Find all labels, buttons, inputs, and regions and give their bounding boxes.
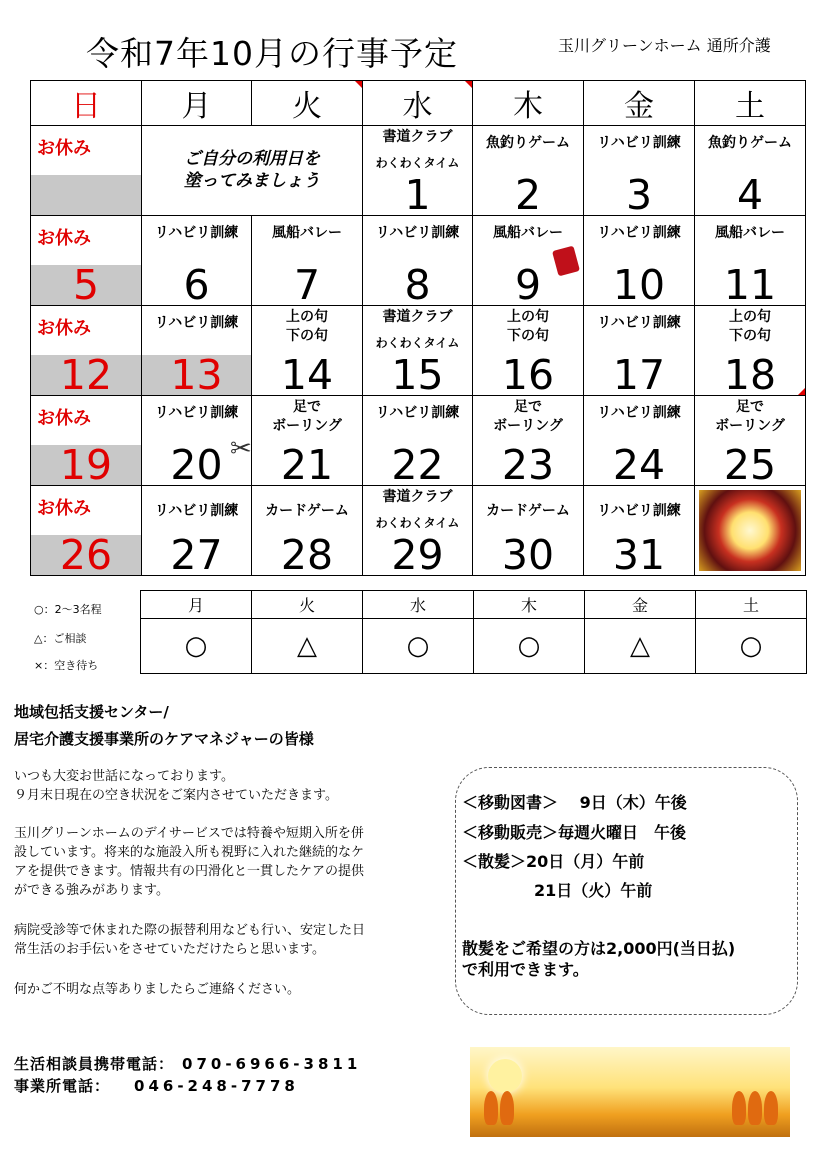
weekday-sat: 土 [695,81,806,126]
avail-day: 木 [474,591,585,619]
info-line: 21日（火）午前 [534,881,653,900]
calendar-week [31,306,806,396]
day-cell: 足で ボーリング 25 [695,396,806,486]
day-cell: リハビリ訓練 ✂ 20 [142,396,252,486]
fireworks-image [695,486,806,576]
avail-mark: △ [252,619,363,674]
weekday-mon: 月 [142,81,252,126]
weekday-sun: 日 [31,81,142,126]
office-phone: 事業所電話： 046-248-7778 [14,1077,299,1095]
day-cell-sunday: お休み 19 [31,396,142,486]
note-line: ご自分の利用日を [184,149,320,169]
avail-day: 金 [585,591,696,619]
organization-name: 玉川グリーンホーム 通所介護 [558,36,771,55]
day-cell: リハビリ訓練 6 [142,216,252,306]
info-box [455,767,798,1015]
day-cell: 足で ボーリング 21 [252,396,363,486]
calendar-week [31,216,806,306]
day-cell: 足で ボーリング 23 [473,396,584,486]
info-line: ＜移動販売＞毎週火曜日 午後 [462,823,687,842]
day-cell: リハビリ訓練 8 [363,216,473,306]
day-cell-sunday: お休み 5 [31,216,142,306]
legend-cross: ×：空き待ち [34,659,99,672]
day-cell: カードゲーム 28 [252,486,363,576]
avail-day: 火 [252,591,363,619]
scissors-icon: ✂ [230,434,252,464]
day-cell: リハビリ訓練 10 [584,216,695,306]
info-line: ＜移動図書＞ 9日（木）午後 [462,793,687,812]
calendar-week [31,486,806,576]
weekday-header [31,81,806,126]
avail-mark: ○ [474,619,585,674]
availability-table [140,590,807,674]
off-label: お休み [37,138,91,159]
page-title: 令和7年10月の行事予定 [86,34,458,73]
day-cell: 書道クラブ わくわくタイム 15 [363,306,473,396]
day-cell: カードゲーム 30 [473,486,584,576]
day-cell: 魚釣りゲーム 4 [695,126,806,216]
day-cell: 上の句 下の句 16 [473,306,584,396]
avail-day: 月 [141,591,252,619]
info-line: 散髪をご希望の方は2,000円(当日払) [462,939,736,958]
avail-mark: △ [585,619,696,674]
day-cell: 書道クラブ わくわくタイム 1 [363,126,473,216]
paragraph-service: 玉川グリーンホームのデイサービスでは特養や短期入所を併 設しています。将来的な施設入所も視野に入れた継続的なケ アを提供できます。情報共有の円滑化と一貫したケアの提供 ができる強みがあります。 [14,826,364,898]
day-cell-holiday: リハビリ訓練 13 [142,306,252,396]
day-cell: リハビリ訓練 31 [584,486,695,576]
day-cell: 風船バレー 7 [252,216,363,306]
day-cell: 風船バレー 9 [473,216,584,306]
calendar [30,80,806,579]
avail-day: 水 [363,591,474,619]
avail-mark: ○ [363,619,474,674]
day-cell: リハビリ訓練 3 [584,126,695,216]
avail-mark: ○ [141,619,252,674]
weekday-tue: 火 [252,81,363,126]
day-cell: 風船バレー 11 [695,216,806,306]
info-line: ＜散髪＞20日（月）午前 [462,852,645,871]
note-line: 塗ってみましょう [184,171,320,191]
legend-circle: ○：2～3名程 [34,603,102,616]
day-cell: 上の句 下の句 14 [252,306,363,396]
calendar-week [31,396,806,486]
info-line: で利用できます。 [462,960,589,979]
addressee-line: 居宅介護支援事業所のケアマネジャーの皆様 [14,730,314,748]
day-cell-sunday: お休み 12 [31,306,142,396]
day-cell: 上の句 下の句 18 [695,306,806,396]
staff-phone: 生活相談員携帯電話： 070-6966-3811 [14,1055,362,1073]
weekday-wed: 水 [363,81,473,126]
coloring-note-cell [142,126,363,216]
legend-triangle: △：ご相談 [34,632,87,645]
calendar-week [31,126,806,216]
weekday-thu: 木 [473,81,584,126]
paragraph-contact: 何かご不明な点等ありましたらご連絡ください。 [14,982,301,997]
avail-mark: ○ [696,619,807,674]
autumn-illustration [470,1047,790,1137]
day-cell: 魚釣りゲーム 2 [473,126,584,216]
addressee-line: 地域包括支援センター/ [14,703,169,721]
day-cell: 書道クラブ わくわくタイム 29 [363,486,473,576]
paragraph-greeting: いつも大変お世話になっております。 ９月末日現在の空き状況をご案内させていただきます。 [14,769,338,803]
day-cell: リハビリ訓練 17 [584,306,695,396]
day-cell-sunday [31,126,142,216]
paragraph-support: 病院受診等で休まれた際の振替利用なども行い、安定した日 常生活のお手伝いをさせていただけたらと思います。 [14,923,366,957]
day-cell-sunday: お休み 26 [31,486,142,576]
day-cell: リハビリ訓練 27 [142,486,252,576]
day-cell: リハビリ訓練 22 [363,396,473,486]
avail-day: 土 [696,591,807,619]
weekday-fri: 金 [584,81,695,126]
day-cell: リハビリ訓練 24 [584,396,695,486]
